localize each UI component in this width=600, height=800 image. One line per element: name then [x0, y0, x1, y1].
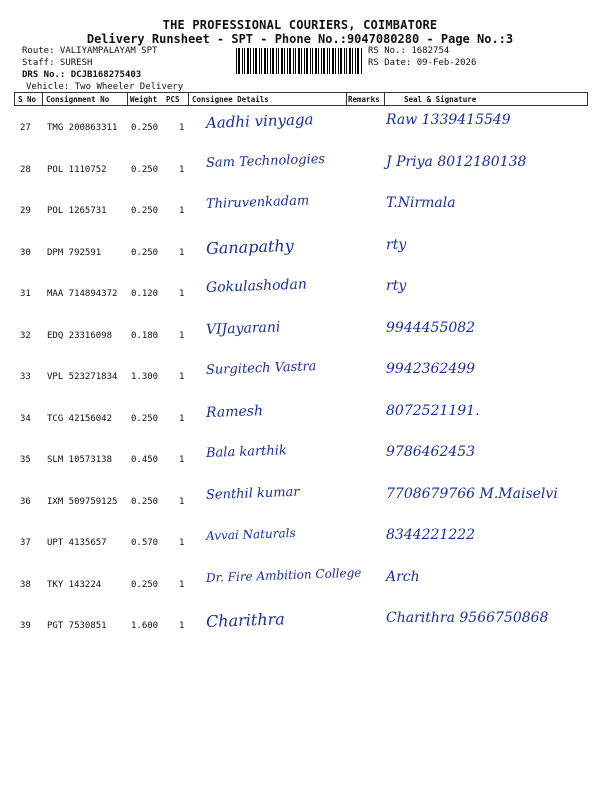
- consignee-handwriting: Thiruvenkadam: [205, 193, 310, 212]
- table-row: [14, 314, 588, 354]
- col-weight: Weight: [130, 95, 158, 104]
- row-consignment: MAA 714894372: [47, 289, 118, 299]
- row-consignment: POL 1265731: [47, 206, 107, 216]
- signature-handwriting: 9942362499: [386, 361, 476, 377]
- row-weight: 0.250: [131, 496, 159, 507]
- table-row: [14, 438, 588, 478]
- table-row: [14, 521, 588, 561]
- row-sno: 33: [20, 372, 31, 382]
- row-weight: 0.250: [131, 123, 159, 133]
- row-sno: 39: [20, 621, 31, 631]
- row-consignment: POL 1110752: [47, 164, 107, 175]
- signature-handwriting: 8072521191.: [386, 402, 480, 419]
- table-header: [14, 94, 588, 104]
- row-pcs: 1: [179, 538, 185, 548]
- row-pcs: 1: [179, 330, 185, 341]
- row-consignment: IXM 509759125: [47, 496, 118, 507]
- table-row: [14, 397, 588, 437]
- table-row: [14, 480, 588, 520]
- consignee-handwriting: Senthil kumar: [205, 484, 300, 503]
- col-pcs: PCS: [166, 95, 180, 104]
- row-sno: 31: [20, 289, 31, 299]
- row-weight: 0.250: [131, 164, 159, 175]
- row-pcs: 1: [179, 372, 185, 382]
- table-top-border: [14, 92, 588, 93]
- row-sno: 32: [20, 330, 31, 341]
- row-consignment: PGT 7530851: [47, 621, 107, 631]
- consignee-handwriting: VIJayarani: [205, 318, 281, 338]
- row-sno: 30: [20, 247, 31, 258]
- row-pcs: 1: [179, 455, 185, 465]
- table-row: [14, 148, 588, 188]
- signature-handwriting: Arch: [386, 568, 420, 585]
- consignee-handwriting: Sam Technologies: [205, 151, 326, 171]
- row-weight: 0.250: [131, 206, 159, 216]
- row-pcs: 1: [179, 164, 185, 175]
- signature-handwriting: 7708679766 M.Maiselvi: [386, 485, 558, 502]
- consignee-handwriting: Gokulashodan: [205, 276, 308, 296]
- row-pcs: 1: [179, 206, 185, 216]
- row-pcs: 1: [179, 579, 185, 590]
- row-pcs: 1: [179, 247, 185, 258]
- row-consignment: EDQ 23316098: [47, 330, 113, 341]
- row-consignment: TCG 42156042: [47, 413, 113, 424]
- row-weight: 0.250: [131, 579, 159, 590]
- row-consignment: TMG 200863311: [47, 123, 118, 133]
- row-sno: 27: [20, 123, 31, 133]
- row-pcs: 1: [179, 496, 185, 507]
- consignee-handwriting: Ramesh: [205, 402, 264, 421]
- consignee-handwriting: Dr. Fire Ambition College: [205, 565, 362, 585]
- table-row: [14, 272, 588, 312]
- row-pcs: 1: [179, 413, 185, 424]
- signature-handwriting: rty: [386, 278, 407, 294]
- row-weight: 1.300: [131, 372, 159, 382]
- table-row: [14, 604, 588, 644]
- signature-handwriting: J Priya 8012180138: [386, 153, 527, 170]
- row-sno: 28: [20, 164, 31, 175]
- row-weight: 1.600: [131, 621, 159, 631]
- row-weight: 0.570: [131, 538, 159, 548]
- drs-label: DRS No.: DCJB168275403: [22, 70, 142, 80]
- row-sno: 34: [20, 413, 31, 424]
- row-weight: 0.180: [131, 330, 159, 341]
- row-pcs: 1: [179, 621, 185, 631]
- consignee-handwriting: Bala karthik: [205, 443, 288, 461]
- route-label: Route: VALIYAMPALAYAM SPT: [22, 46, 158, 56]
- consignee-handwriting: Avvai Naturals: [205, 525, 296, 543]
- row-consignment: UPT 4135657: [47, 538, 107, 548]
- vehicle-label: Vehicle: Two Wheeler Delivery: [26, 82, 184, 92]
- signature-handwriting: 8344221222: [386, 527, 476, 543]
- row-consignment: VPL 523271834: [47, 372, 118, 382]
- row-consignment: TKY 143224: [47, 579, 102, 590]
- row-pcs: 1: [179, 289, 185, 299]
- company-title: THE PROFESSIONAL COURIERS, COIMBATORE: [162, 18, 438, 32]
- signature-handwriting: 9944455082: [386, 319, 476, 336]
- runsheet-title: Delivery Runsheet - SPT - Phone No.:9047080280 - Page No.:3: [86, 32, 514, 46]
- signature-handwriting: 9786462453: [386, 444, 476, 460]
- row-pcs: 1: [179, 123, 185, 133]
- rs-number: RS No.: 1682754: [368, 46, 450, 56]
- consignee-handwriting: Charithra: [205, 609, 286, 631]
- table-row: [14, 563, 588, 603]
- row-weight: 0.450: [131, 455, 159, 465]
- row-sno: 29: [20, 206, 31, 216]
- rs-date: RS Date: 09-Feb-2026: [368, 58, 477, 68]
- row-sno: 37: [20, 538, 31, 548]
- signature-handwriting: Raw 1339415549: [386, 112, 511, 128]
- row-consignment: DPM 792591: [47, 247, 102, 258]
- row-sno: 35: [20, 455, 31, 465]
- signature-handwriting: T.Nirmala: [386, 195, 456, 211]
- row-consignment: SLM 10573138: [47, 455, 113, 465]
- col-consignment: Consignment No: [46, 95, 110, 104]
- col-consignee: Consignee Details: [192, 95, 269, 104]
- signature-handwriting: rty: [386, 236, 407, 253]
- table-row: [14, 355, 588, 395]
- col-remarks: Remarks: [348, 95, 380, 104]
- row-sno: 38: [20, 579, 31, 590]
- row-sno: 36: [20, 496, 31, 507]
- consignee-handwriting: Surgitech Vastra: [205, 359, 317, 378]
- staff-label: Staff: SURESH: [22, 58, 93, 68]
- signature-handwriting: Charithra 9566750868: [386, 610, 549, 626]
- col-sno: S No: [18, 95, 37, 104]
- table-row: [14, 189, 588, 229]
- row-weight: 0.250: [131, 413, 159, 424]
- row-weight: 0.120: [131, 289, 159, 299]
- table-row: [14, 106, 588, 146]
- consignee-handwriting: Aadhi vinyaga: [205, 110, 314, 132]
- table-row: [14, 231, 588, 271]
- consignee-handwriting: Ganapathy: [205, 235, 294, 258]
- col-seal: Seal & Signature: [404, 95, 477, 104]
- row-weight: 0.250: [131, 247, 159, 258]
- barcode-image: [236, 48, 364, 74]
